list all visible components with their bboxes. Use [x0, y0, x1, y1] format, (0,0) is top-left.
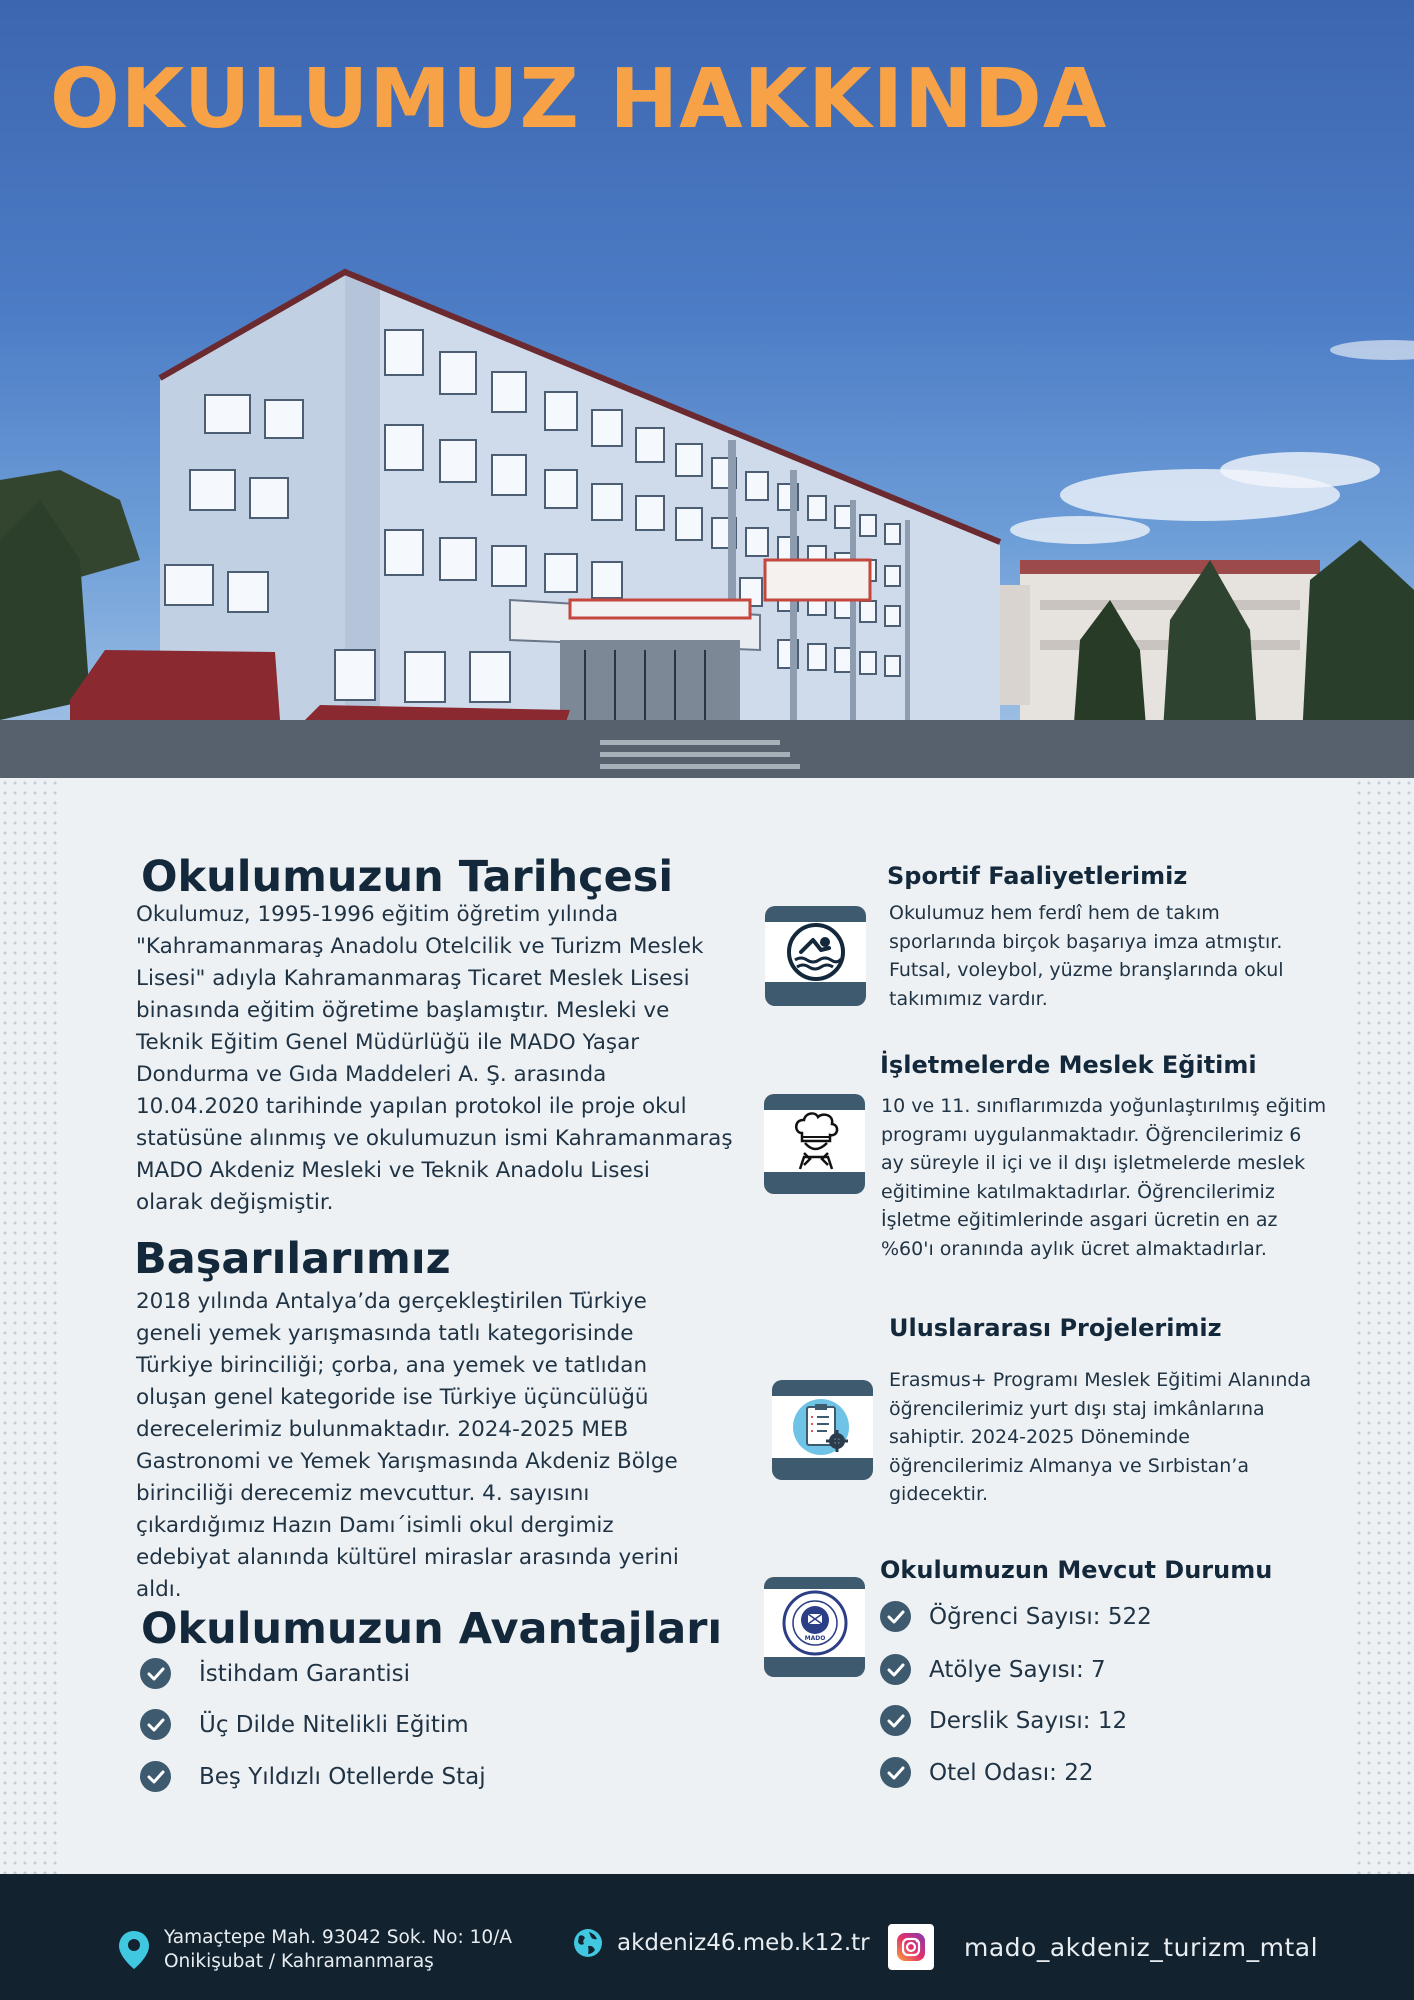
achievements-line: Gastronomi ve Yemek Yarışmasında Akdeniz Bölge [136, 1449, 678, 1474]
status-item [880, 1654, 1106, 1685]
achievements-line: 2018 yılında Antalya’da gerçekleştirilen Türkiye [136, 1289, 647, 1314]
footer [0, 1874, 1414, 2000]
history-line: Dondurma ve Gıda Maddeleri A. Ş. arasında [136, 1062, 607, 1087]
achievements-line: birinciliği derecemiz mevcuttur. 4. sayısını [136, 1481, 590, 1506]
history-line: "Kahramanmaraş Anadolu Otelcilik ve Turizm Meslek [136, 934, 704, 959]
swimmer-icon [785, 922, 847, 982]
status-icon-card [764, 1577, 865, 1677]
footer-instagram[interactable] [888, 1924, 1318, 1970]
address-line-2: Onikişubat / Kahramanmaraş [164, 1951, 434, 1972]
status-title: Okulumuzun Mevcut Durumu [880, 1556, 1273, 1584]
check-icon [880, 1601, 911, 1632]
projects-title: Uluslararası Projelerimiz [889, 1314, 1222, 1342]
business-line: ay süreyle il içi ve il dışı işletmelerde meslek [881, 1152, 1306, 1174]
projects-line: Erasmus+ Programı Meslek Eğitimi Alanında [889, 1369, 1312, 1391]
sports-icon-card [765, 906, 866, 1006]
check-icon [140, 1658, 171, 1689]
advantage-label: Beş Yıldızlı Otellerde Staj [199, 1763, 486, 1790]
status-item [880, 1601, 1152, 1632]
advantage-label: Üç Dilde Nitelikli Eğitim [199, 1711, 469, 1738]
history-line: binasında eğitim öğretime başlamıştır. Mesleki ve [136, 998, 670, 1023]
history-line: Teknik Eğitim Genel Müdürlüğü ile MADO Yaşar [136, 1030, 640, 1055]
achievements-line: aldı. [136, 1577, 182, 1602]
status-label: Derslik Sayısı: 12 [929, 1707, 1128, 1734]
achievements-line: edebiyat alanında kültürel miraslar arasında yerini [136, 1545, 679, 1570]
instagram-handle[interactable]: mado_akdeniz_turizm_mtal [964, 1932, 1319, 1962]
sports-line: takımımız vardır. [889, 987, 1048, 1010]
business-icon-card [764, 1094, 865, 1194]
sports-title: Sportif Faaliyetlerimiz [887, 862, 1188, 890]
projects-icon-card [772, 1380, 873, 1480]
chef-icon [790, 1111, 840, 1171]
advantage-item [140, 1709, 469, 1740]
advantage-label: İstihdam Garantisi [199, 1660, 410, 1687]
dot-pattern-right [1354, 778, 1414, 1874]
achievements-line: çıkardığımız Hazın Damı´isimli okul dergimiz [136, 1513, 614, 1538]
achievements-text [136, 1286, 679, 1606]
history-line: olarak değişmiştir. [136, 1190, 334, 1215]
advantage-item [140, 1658, 410, 1689]
history-line: statüsüne alınmış ve okulumuzun ismi Kahramanmaraş [136, 1126, 733, 1151]
achievements-line: Türkiye birinciliği; çorba, ana yemek ve tatlıdan [136, 1353, 648, 1378]
achievements-title: Başarılarımız [134, 1234, 451, 1284]
check-icon [140, 1761, 171, 1792]
hero-banner [0, 0, 1414, 778]
location-pin-icon [118, 1930, 150, 1970]
history-text [136, 899, 733, 1219]
status-label: Öğrenci Sayısı: 522 [929, 1603, 1152, 1630]
check-icon [880, 1705, 911, 1736]
footer-website[interactable] [573, 1928, 870, 1958]
check-icon [880, 1757, 911, 1788]
business-text [881, 1092, 1326, 1263]
business-line: eğitimine katılmaktadırlar. Öğrencilerimiz [881, 1180, 1275, 1203]
projects-line: öğrencilerimiz yurt dışı staj imkânlarına [889, 1397, 1265, 1420]
projects-line: öğrencilerimiz Almanya ve Sırbistan’a [889, 1454, 1249, 1477]
achievements-line: geneli yemek yarışmasında tatlı kategorisinde [136, 1321, 634, 1346]
address-line-1: Yamaçtepe Mah. 93042 Sok. No: 10/A [164, 1927, 513, 1948]
globe-icon [573, 1928, 603, 1958]
advantage-item [140, 1761, 486, 1792]
achievements-line: oluşan genel kategoride ise Türkiye üçüncülüğü [136, 1385, 649, 1410]
history-line: 10.04.2020 tarihinde yapılan protokol ile proje okul [136, 1094, 687, 1119]
sports-line: Okulumuz hem ferdî hem de takım [889, 902, 1220, 924]
business-line: İşletme eğitimlerinde asgari ücretin en az [881, 1209, 1278, 1231]
website-link[interactable]: akdeniz46.meb.k12.tr [617, 1930, 870, 1956]
sports-text [889, 899, 1284, 1013]
school-logo-icon [782, 1590, 848, 1656]
logo-text: MADO [804, 1635, 825, 1642]
instagram-icon [888, 1924, 934, 1970]
advantages-title: Okulumuzun Avantajları [141, 1604, 723, 1654]
status-label: Otel Odası: 22 [929, 1759, 1094, 1786]
history-line: Okulumuz, 1995-1996 eğitim öğretim yılında [136, 902, 619, 927]
business-line: %60'ı oranında aylık ücret almaktadırlar. [881, 1237, 1267, 1260]
page-title: OKULUMUZ HAKKINDA [50, 52, 1108, 147]
projects-line: gidecektir. [889, 1483, 989, 1505]
history-line: Lisesi" adıyla Kahramanmaraş Ticaret Meslek Lisesi [136, 966, 690, 991]
dot-pattern-left [0, 778, 60, 1874]
status-item [880, 1705, 1127, 1736]
status-item [880, 1757, 1093, 1788]
business-line: 10 ve 11. sınıflarımızda yoğunlaştırılmış eğitim [881, 1095, 1327, 1117]
sports-line: Futsal, voleybol, yüzme branşlarında okul [889, 959, 1284, 981]
achievements-line: derecelerimiz bulunmaktadır. 2024-2025 MEB [136, 1417, 629, 1442]
history-line: MADO Akdeniz Mesleki ve Teknik Anadolu Lisesi [136, 1158, 650, 1183]
history-title: Okulumuzun Tarihçesi [141, 852, 674, 902]
status-label: Atölye Sayısı: 7 [929, 1656, 1106, 1683]
footer-address [118, 1926, 512, 1974]
business-title: İşletmelerde Meslek Eğitimi [880, 1051, 1257, 1079]
sports-line: sporlarında birçok başarıya imza atmıştır. [889, 930, 1283, 953]
check-icon [140, 1709, 171, 1740]
projects-line: sahiptir. 2024-2025 Döneminde [889, 1426, 1190, 1448]
check-icon [880, 1654, 911, 1685]
projects-text [889, 1366, 1311, 1509]
clipboard-gear-icon [791, 1397, 855, 1457]
business-line: programı uygulanmaktadır. Öğrencilerimiz 6 [881, 1123, 1302, 1146]
